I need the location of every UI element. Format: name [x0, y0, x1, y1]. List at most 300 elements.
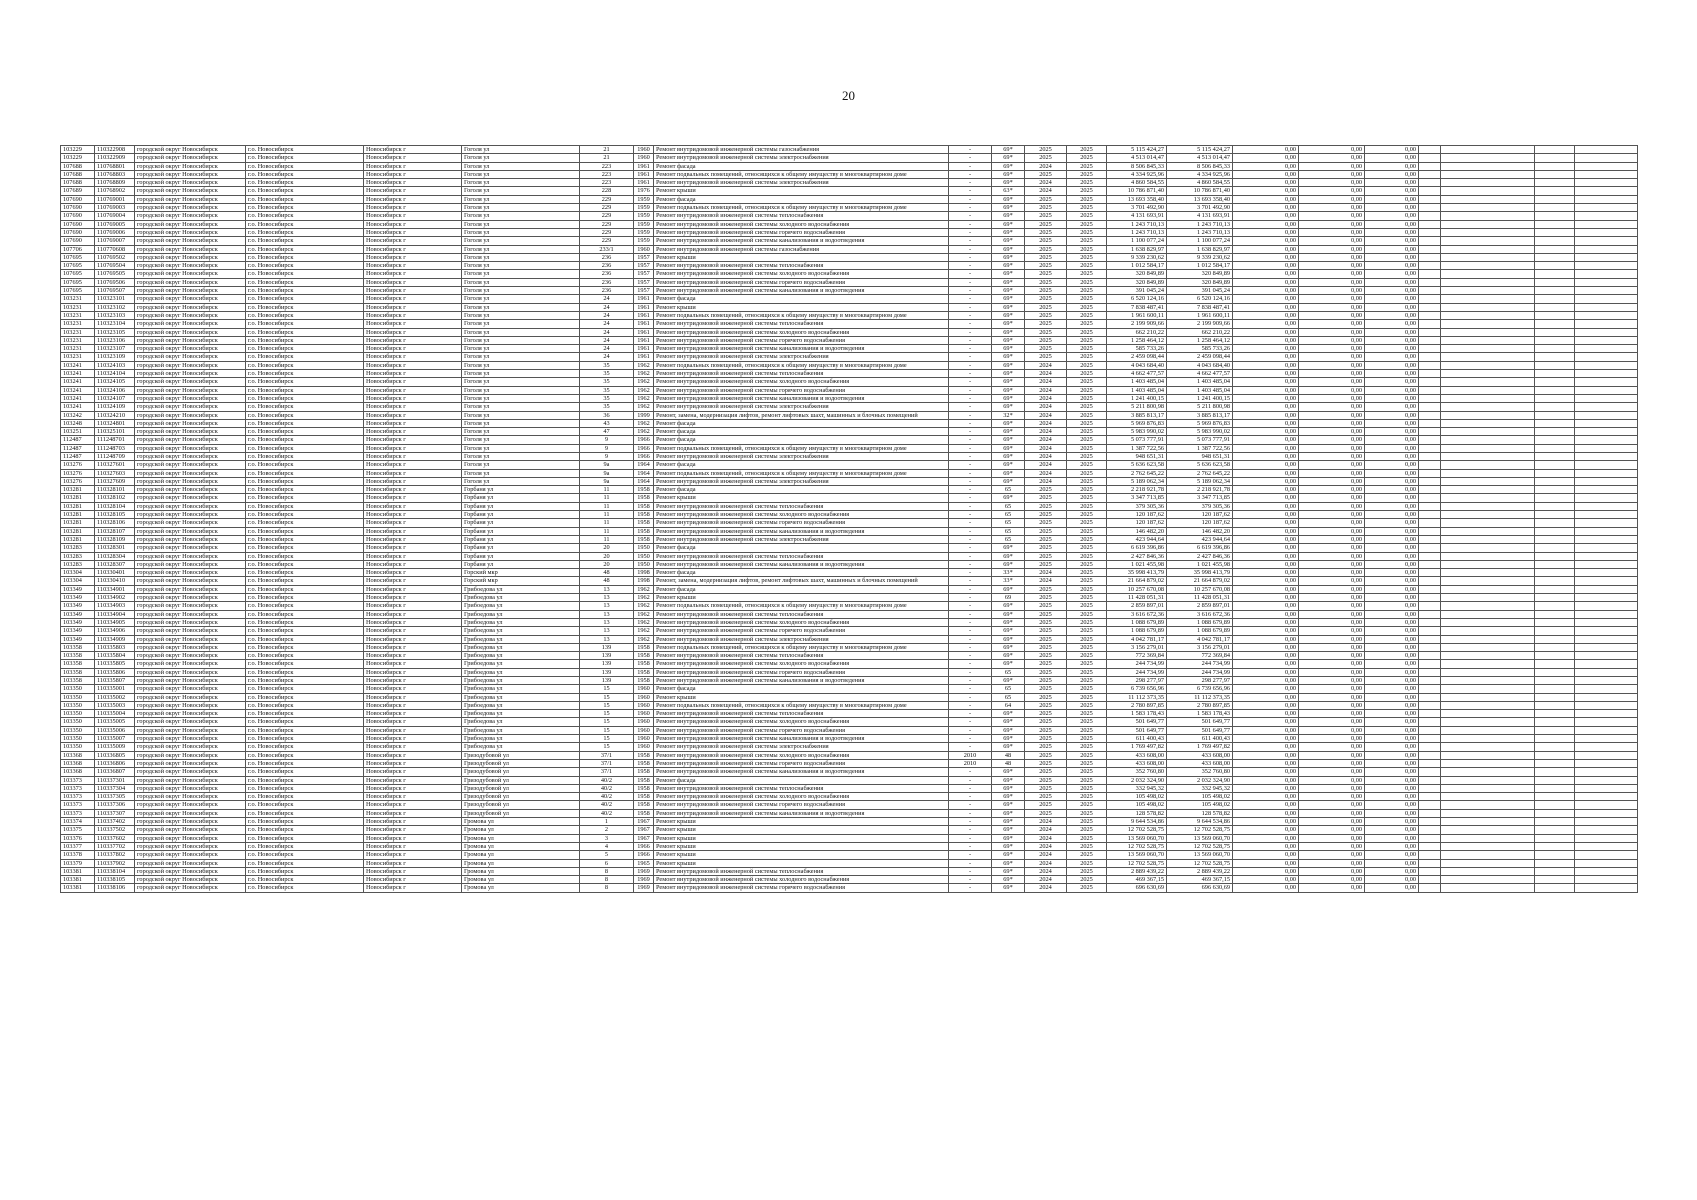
cell-plan-year-end: 2025	[1067, 403, 1107, 411]
cell-plan-year-start: 2025	[1025, 784, 1067, 792]
cell-house-id: 103358	[61, 660, 95, 668]
cell-house-number: 48	[580, 577, 634, 585]
cell-street: Гоголя ул	[462, 353, 580, 361]
cell-street: Гризодубовой ул	[462, 801, 580, 809]
cell-owner-funds: 0,00	[1365, 328, 1419, 336]
cell-wear-percent: 69*	[992, 826, 1025, 834]
cell-local-budget-cost: 0,00	[1299, 419, 1365, 427]
cell-work-id: 110323107	[95, 345, 135, 353]
cell-last-repair-year: -	[949, 204, 992, 212]
cell-house-id: 107706	[61, 245, 95, 253]
cell-locality: Новосибирск г	[364, 851, 462, 859]
cell-work-id: 110324109	[95, 403, 135, 411]
cell-owner-funds: 0,00	[1365, 842, 1419, 850]
cell-work-id: 110336807	[95, 768, 135, 776]
cell-settlement: г.о. Новосибирск	[246, 311, 364, 319]
cell-locality: Новосибирск г	[364, 361, 462, 369]
cell-budget-cost: 0,00	[1233, 361, 1299, 369]
cell-plan-year-start: 2025	[1025, 245, 1067, 253]
cell-house-number: 24	[580, 295, 634, 303]
cell-locality: Новосибирск г	[364, 784, 462, 792]
cell-work-type: Ремонт внутридомовой инженерной системы горячего водоснабжения	[654, 884, 949, 892]
cell-empty	[1535, 884, 1575, 892]
table-row	[61, 784, 1638, 792]
cell-house-number: 24	[580, 336, 634, 344]
cell-house-id: 103281	[61, 527, 95, 535]
cell-settlement: г.о. Новосибирск	[246, 461, 364, 469]
cell-fund-cost: 391 045,24	[1167, 287, 1233, 295]
cell-budget-cost: 0,00	[1233, 826, 1299, 834]
cell-house-number: 35	[580, 361, 634, 369]
cell-build-year: 1966	[634, 444, 654, 452]
cell-total-cost: 5 115 424,27	[1107, 146, 1167, 154]
cell-empty	[1419, 245, 1441, 253]
cell-wear-percent: 69*	[992, 162, 1025, 170]
cell-municipal-district: городской округ Новосибирск	[135, 295, 246, 303]
cell-settlement: г.о. Новосибирск	[246, 560, 364, 568]
cell-work-id: 110328307	[95, 560, 135, 568]
cell-total-cost: 433 608,00	[1107, 751, 1167, 759]
cell-local-budget-cost: 0,00	[1299, 278, 1365, 286]
cell-settlement: г.о. Новосибирск	[246, 710, 364, 718]
cell-house-id: 107690	[61, 195, 95, 203]
cell-municipal-district: городской округ Новосибирск	[135, 336, 246, 344]
cell-plan-year-start: 2024	[1025, 394, 1067, 402]
cell-house-id: 103349	[61, 585, 95, 593]
cell-build-year: 1960	[634, 710, 654, 718]
cell-house-id: 103378	[61, 851, 95, 859]
cell-budget-cost: 0,00	[1233, 486, 1299, 494]
cell-work-type: Ремонт внутридомовой инженерной системы теплоснабжения	[654, 710, 949, 718]
cell-work-id: 110323106	[95, 336, 135, 344]
cell-locality: Новосибирск г	[364, 253, 462, 261]
cell-build-year: 1959	[634, 220, 654, 228]
cell-work-id: 110336806	[95, 759, 135, 767]
cell-fund-cost: 120 187,62	[1167, 511, 1233, 519]
cell-municipal-district: городской округ Новосибирск	[135, 867, 246, 875]
cell-work-id: 110335806	[95, 668, 135, 676]
cell-work-id: 110337306	[95, 801, 135, 809]
cell-street: Гоголя ул	[462, 253, 580, 261]
cell-local-budget-cost: 0,00	[1299, 195, 1365, 203]
cell-empty	[1419, 336, 1441, 344]
cell-local-budget-cost: 0,00	[1299, 361, 1365, 369]
cell-owner-funds: 0,00	[1365, 859, 1419, 867]
cell-empty	[1535, 652, 1575, 660]
cell-last-repair-year: -	[949, 494, 992, 502]
cell-empty	[1441, 602, 1535, 610]
cell-empty	[1441, 295, 1535, 303]
cell-plan-year-end: 2025	[1067, 867, 1107, 875]
cell-settlement: г.о. Новосибирск	[246, 353, 364, 361]
cell-wear-percent: 69*	[992, 195, 1025, 203]
cell-empty	[1441, 403, 1535, 411]
cell-empty	[1419, 594, 1441, 602]
cell-empty	[1535, 477, 1575, 485]
cell-fund-cost: 2 889 439,22	[1167, 867, 1233, 875]
cell-work-type: Ремонт внутридомовой инженерной системы электроснабжения	[654, 535, 949, 543]
cell-wear-percent: 65	[992, 519, 1025, 527]
cell-empty	[1441, 154, 1535, 162]
cell-work-id: 110335003	[95, 701, 135, 709]
cell-empty	[1575, 685, 1638, 693]
table-row	[61, 179, 1638, 187]
cell-work-type: Ремонт подвальных помещений, относящихся к общему имуществу в многоквартирном доме	[654, 170, 949, 178]
cell-work-id: 110768809	[95, 179, 135, 187]
cell-empty	[1441, 610, 1535, 618]
cell-house-id: 103350	[61, 718, 95, 726]
cell-locality: Новосибирск г	[364, 768, 462, 776]
cell-work-id: 110324801	[95, 419, 135, 427]
cell-empty	[1535, 668, 1575, 676]
cell-house-number: 35	[580, 394, 634, 402]
cell-empty	[1419, 187, 1441, 195]
cell-empty	[1535, 170, 1575, 178]
cell-last-repair-year: -	[949, 403, 992, 411]
cell-empty	[1419, 220, 1441, 228]
cell-local-budget-cost: 0,00	[1299, 826, 1365, 834]
cell-settlement: г.о. Новосибирск	[246, 179, 364, 187]
cell-build-year: 1950	[634, 560, 654, 568]
cell-plan-year-end: 2025	[1067, 353, 1107, 361]
cell-wear-percent: 69*	[992, 303, 1025, 311]
cell-total-cost: 10 257 670,08	[1107, 585, 1167, 593]
cell-empty	[1441, 146, 1535, 154]
cell-work-type: Ремонт внутридомовой инженерной системы электроснабжения	[654, 353, 949, 361]
cell-municipal-district: городской округ Новосибирск	[135, 801, 246, 809]
cell-locality: Новосибирск г	[364, 278, 462, 286]
cell-house-number: 8	[580, 876, 634, 884]
cell-total-cost: 4 042 781,17	[1107, 635, 1167, 643]
cell-work-type: Ремонт внутридомовой инженерной системы электроснабжения	[654, 743, 949, 751]
cell-plan-year-start: 2024	[1025, 378, 1067, 386]
cell-plan-year-end: 2025	[1067, 585, 1107, 593]
cell-work-id: 110337305	[95, 793, 135, 801]
cell-plan-year-end: 2025	[1067, 469, 1107, 477]
cell-empty	[1441, 378, 1535, 386]
cell-local-budget-cost: 0,00	[1299, 270, 1365, 278]
cell-total-cost: 4 662 477,57	[1107, 370, 1167, 378]
cell-street: Гризодубовой ул	[462, 759, 580, 767]
cell-last-repair-year: -	[949, 328, 992, 336]
cell-plan-year-start: 2025	[1025, 618, 1067, 626]
cell-plan-year-start: 2025	[1025, 710, 1067, 718]
table-row	[61, 552, 1638, 560]
table-row	[61, 361, 1638, 369]
cell-municipal-district: городской округ Новосибирск	[135, 668, 246, 676]
cell-empty	[1441, 419, 1535, 427]
cell-empty	[1419, 204, 1441, 212]
cell-settlement: г.о. Новосибирск	[246, 610, 364, 618]
cell-build-year: 1966	[634, 851, 654, 859]
cell-owner-funds: 0,00	[1365, 511, 1419, 519]
cell-street: Гоголя ул	[462, 237, 580, 245]
cell-house-id: 103304	[61, 577, 95, 585]
cell-empty	[1535, 743, 1575, 751]
cell-street: Гризодубовой ул	[462, 784, 580, 792]
cell-empty	[1535, 428, 1575, 436]
cell-plan-year-end: 2025	[1067, 179, 1107, 187]
cell-plan-year-end: 2025	[1067, 610, 1107, 618]
cell-plan-year-start: 2025	[1025, 635, 1067, 643]
cell-work-type: Ремонт крыши	[654, 834, 949, 842]
cell-settlement: г.о. Новосибирск	[246, 535, 364, 543]
cell-total-cost: 379 305,36	[1107, 502, 1167, 510]
cell-last-repair-year: -	[949, 220, 992, 228]
cell-work-type: Ремонт внутридомовой инженерной системы канализования и водоотведения	[654, 809, 949, 817]
cell-work-id: 110769001	[95, 195, 135, 203]
cell-fund-cost: 1 021 455,98	[1167, 560, 1233, 568]
cell-owner-funds: 0,00	[1365, 245, 1419, 253]
cell-work-type: Ремонт внутридомовой инженерной системы теплоснабжения	[654, 867, 949, 875]
cell-empty	[1441, 361, 1535, 369]
cell-local-budget-cost: 0,00	[1299, 726, 1365, 734]
cell-locality: Новосибирск г	[364, 378, 462, 386]
cell-work-id: 110334901	[95, 585, 135, 593]
cell-work-type: Ремонт крыши	[654, 826, 949, 834]
cell-budget-cost: 0,00	[1233, 162, 1299, 170]
cell-house-number: 13	[580, 635, 634, 643]
cell-last-repair-year: -	[949, 303, 992, 311]
cell-total-cost: 5 969 876,83	[1107, 419, 1167, 427]
cell-fund-cost: 1 403 485,04	[1167, 386, 1233, 394]
cell-empty	[1575, 867, 1638, 875]
cell-empty	[1535, 677, 1575, 685]
cell-street: Гоголя ул	[462, 146, 580, 154]
cell-house-number: 43	[580, 419, 634, 427]
cell-street: Грибоедова ул	[462, 710, 580, 718]
cell-plan-year-end: 2025	[1067, 146, 1107, 154]
cell-wear-percent: 69*	[992, 262, 1025, 270]
cell-owner-funds: 0,00	[1365, 270, 1419, 278]
cell-wear-percent: 69*	[992, 386, 1025, 394]
cell-fund-cost: 585 733,26	[1167, 345, 1233, 353]
cell-build-year: 1962	[634, 403, 654, 411]
cell-municipal-district: городской округ Новосибирск	[135, 386, 246, 394]
cell-work-type: Ремонт фасада	[654, 436, 949, 444]
cell-house-number: 233/1	[580, 245, 634, 253]
cell-house-number: 229	[580, 220, 634, 228]
cell-budget-cost: 0,00	[1233, 502, 1299, 510]
cell-work-type: Ремонт внутридомовой инженерной системы газоснабжения	[654, 146, 949, 154]
cell-plan-year-end: 2025	[1067, 361, 1107, 369]
cell-municipal-district: городской округ Новосибирск	[135, 718, 246, 726]
cell-empty	[1441, 212, 1535, 220]
cell-empty	[1575, 237, 1638, 245]
cell-empty	[1419, 569, 1441, 577]
cell-owner-funds: 0,00	[1365, 378, 1419, 386]
cell-locality: Новосибирск г	[364, 884, 462, 892]
cell-empty	[1575, 486, 1638, 494]
cell-plan-year-end: 2025	[1067, 287, 1107, 295]
cell-locality: Новосибирск г	[364, 876, 462, 884]
cell-work-type: Ремонт крыши	[654, 187, 949, 195]
table-row	[61, 701, 1638, 709]
table-row	[61, 278, 1638, 286]
cell-work-id: 110322908	[95, 146, 135, 154]
cell-street: Гоголя ул	[462, 469, 580, 477]
cell-plan-year-end: 2025	[1067, 818, 1107, 826]
cell-locality: Новосибирск г	[364, 461, 462, 469]
cell-empty	[1441, 162, 1535, 170]
cell-wear-percent: 69*	[992, 776, 1025, 784]
cell-plan-year-end: 2025	[1067, 618, 1107, 626]
cell-street: Грибоедова ул	[462, 718, 580, 726]
cell-street: Гоголя ул	[462, 287, 580, 295]
cell-empty	[1575, 743, 1638, 751]
cell-owner-funds: 0,00	[1365, 776, 1419, 784]
cell-empty	[1419, 809, 1441, 817]
cell-house-number: 40/2	[580, 809, 634, 817]
cell-owner-funds: 0,00	[1365, 428, 1419, 436]
cell-total-cost: 5 636 623,58	[1107, 461, 1167, 469]
cell-last-repair-year: -	[949, 701, 992, 709]
cell-total-cost: 2 427 846,36	[1107, 552, 1167, 560]
cell-total-cost: 433 608,00	[1107, 759, 1167, 767]
cell-local-budget-cost: 0,00	[1299, 146, 1365, 154]
cell-empty	[1575, 311, 1638, 319]
cell-house-id: 112487	[61, 452, 95, 460]
cell-local-budget-cost: 0,00	[1299, 784, 1365, 792]
cell-fund-cost: 7 838 487,41	[1167, 303, 1233, 311]
cell-empty	[1575, 419, 1638, 427]
cell-work-id: 110328106	[95, 519, 135, 527]
cell-settlement: г.о. Новосибирск	[246, 867, 364, 875]
cell-build-year: 1959	[634, 204, 654, 212]
cell-empty	[1575, 643, 1638, 651]
table-row	[61, 461, 1638, 469]
cell-empty	[1575, 544, 1638, 552]
table-row	[61, 195, 1638, 203]
cell-local-budget-cost: 0,00	[1299, 527, 1365, 535]
cell-plan-year-end: 2025	[1067, 262, 1107, 270]
cell-local-budget-cost: 0,00	[1299, 618, 1365, 626]
cell-house-number: 11	[580, 502, 634, 510]
cell-empty	[1419, 867, 1441, 875]
cell-empty	[1535, 386, 1575, 394]
cell-house-number: 236	[580, 287, 634, 295]
cell-last-repair-year: -	[949, 652, 992, 660]
cell-empty	[1575, 345, 1638, 353]
cell-house-id: 103375	[61, 826, 95, 834]
table-row	[61, 569, 1638, 577]
cell-empty	[1575, 627, 1638, 635]
cell-budget-cost: 0,00	[1233, 851, 1299, 859]
cell-house-id: 103231	[61, 320, 95, 328]
cell-work-id: 110328104	[95, 502, 135, 510]
cell-house-number: 2	[580, 826, 634, 834]
cell-house-id: 103373	[61, 784, 95, 792]
cell-owner-funds: 0,00	[1365, 685, 1419, 693]
cell-budget-cost: 0,00	[1233, 793, 1299, 801]
cell-empty	[1419, 511, 1441, 519]
cell-house-number: 13	[580, 610, 634, 618]
cell-owner-funds: 0,00	[1365, 336, 1419, 344]
cell-last-repair-year: -	[949, 228, 992, 236]
page-number: 20	[842, 88, 855, 103]
cell-plan-year-start: 2025	[1025, 743, 1067, 751]
cell-house-number: 139	[580, 668, 634, 676]
cell-house-id: 107688	[61, 162, 95, 170]
cell-plan-year-end: 2025	[1067, 826, 1107, 834]
cell-empty	[1535, 544, 1575, 552]
cell-empty	[1535, 618, 1575, 626]
cell-empty	[1419, 751, 1441, 759]
cell-wear-percent: 69*	[992, 428, 1025, 436]
cell-local-budget-cost: 0,00	[1299, 386, 1365, 394]
cell-work-id: 110770608	[95, 245, 135, 253]
cell-empty	[1535, 262, 1575, 270]
cell-local-budget-cost: 0,00	[1299, 710, 1365, 718]
cell-settlement: г.о. Новосибирск	[246, 784, 364, 792]
cell-house-id: 107688	[61, 179, 95, 187]
cell-work-id: 110769007	[95, 237, 135, 245]
cell-locality: Новосибирск г	[364, 842, 462, 850]
cell-empty	[1535, 336, 1575, 344]
cell-empty	[1419, 793, 1441, 801]
cell-plan-year-end: 2025	[1067, 842, 1107, 850]
cell-locality: Новосибирск г	[364, 801, 462, 809]
cell-house-number: 15	[580, 685, 634, 693]
cell-house-id: 103229	[61, 146, 95, 154]
cell-empty	[1441, 494, 1535, 502]
cell-fund-cost: 2 859 897,01	[1167, 602, 1233, 610]
cell-empty	[1419, 287, 1441, 295]
cell-empty	[1441, 701, 1535, 709]
cell-build-year: 1961	[634, 328, 654, 336]
cell-local-budget-cost: 0,00	[1299, 842, 1365, 850]
cell-locality: Новосибирск г	[364, 220, 462, 228]
cell-empty	[1441, 560, 1535, 568]
cell-settlement: г.о. Новосибирск	[246, 660, 364, 668]
table-row	[61, 253, 1638, 261]
cell-local-budget-cost: 0,00	[1299, 228, 1365, 236]
cell-settlement: г.о. Новосибирск	[246, 577, 364, 585]
cell-work-id: 110335006	[95, 726, 135, 734]
cell-wear-percent: 69*	[992, 544, 1025, 552]
cell-local-budget-cost: 0,00	[1299, 494, 1365, 502]
cell-house-number: 37/1	[580, 751, 634, 759]
cell-empty	[1575, 469, 1638, 477]
cell-house-id: 103358	[61, 677, 95, 685]
cell-settlement: г.о. Новосибирск	[246, 245, 364, 253]
cell-owner-funds: 0,00	[1365, 527, 1419, 535]
cell-budget-cost: 0,00	[1233, 693, 1299, 701]
cell-municipal-district: городской округ Новосибирск	[135, 544, 246, 552]
cell-fund-cost: 4 334 925,96	[1167, 170, 1233, 178]
cell-empty	[1441, 411, 1535, 419]
cell-local-budget-cost: 0,00	[1299, 577, 1365, 585]
cell-house-id: 107690	[61, 228, 95, 236]
cell-empty	[1535, 436, 1575, 444]
cell-total-cost: 2 218 921,78	[1107, 486, 1167, 494]
cell-work-type: Ремонт внутридомовой инженерной системы теплоснабжения	[654, 610, 949, 618]
cell-work-id: 110768803	[95, 170, 135, 178]
cell-wear-percent: 69*	[992, 859, 1025, 867]
cell-plan-year-end: 2025	[1067, 759, 1107, 767]
cell-municipal-district: городской округ Новосибирск	[135, 511, 246, 519]
cell-work-type: Ремонт внутридомовой инженерной системы электроснабжения	[654, 452, 949, 460]
cell-plan-year-end: 2025	[1067, 486, 1107, 494]
cell-fund-cost: 12 702 528,75	[1167, 842, 1233, 850]
cell-work-id: 110324105	[95, 378, 135, 386]
cell-empty	[1575, 394, 1638, 402]
cell-street: Гоголя ул	[462, 419, 580, 427]
cell-municipal-district: городской округ Новосибирск	[135, 146, 246, 154]
cell-house-number: 9а	[580, 477, 634, 485]
cell-local-budget-cost: 0,00	[1299, 428, 1365, 436]
cell-wear-percent: 65	[992, 502, 1025, 510]
